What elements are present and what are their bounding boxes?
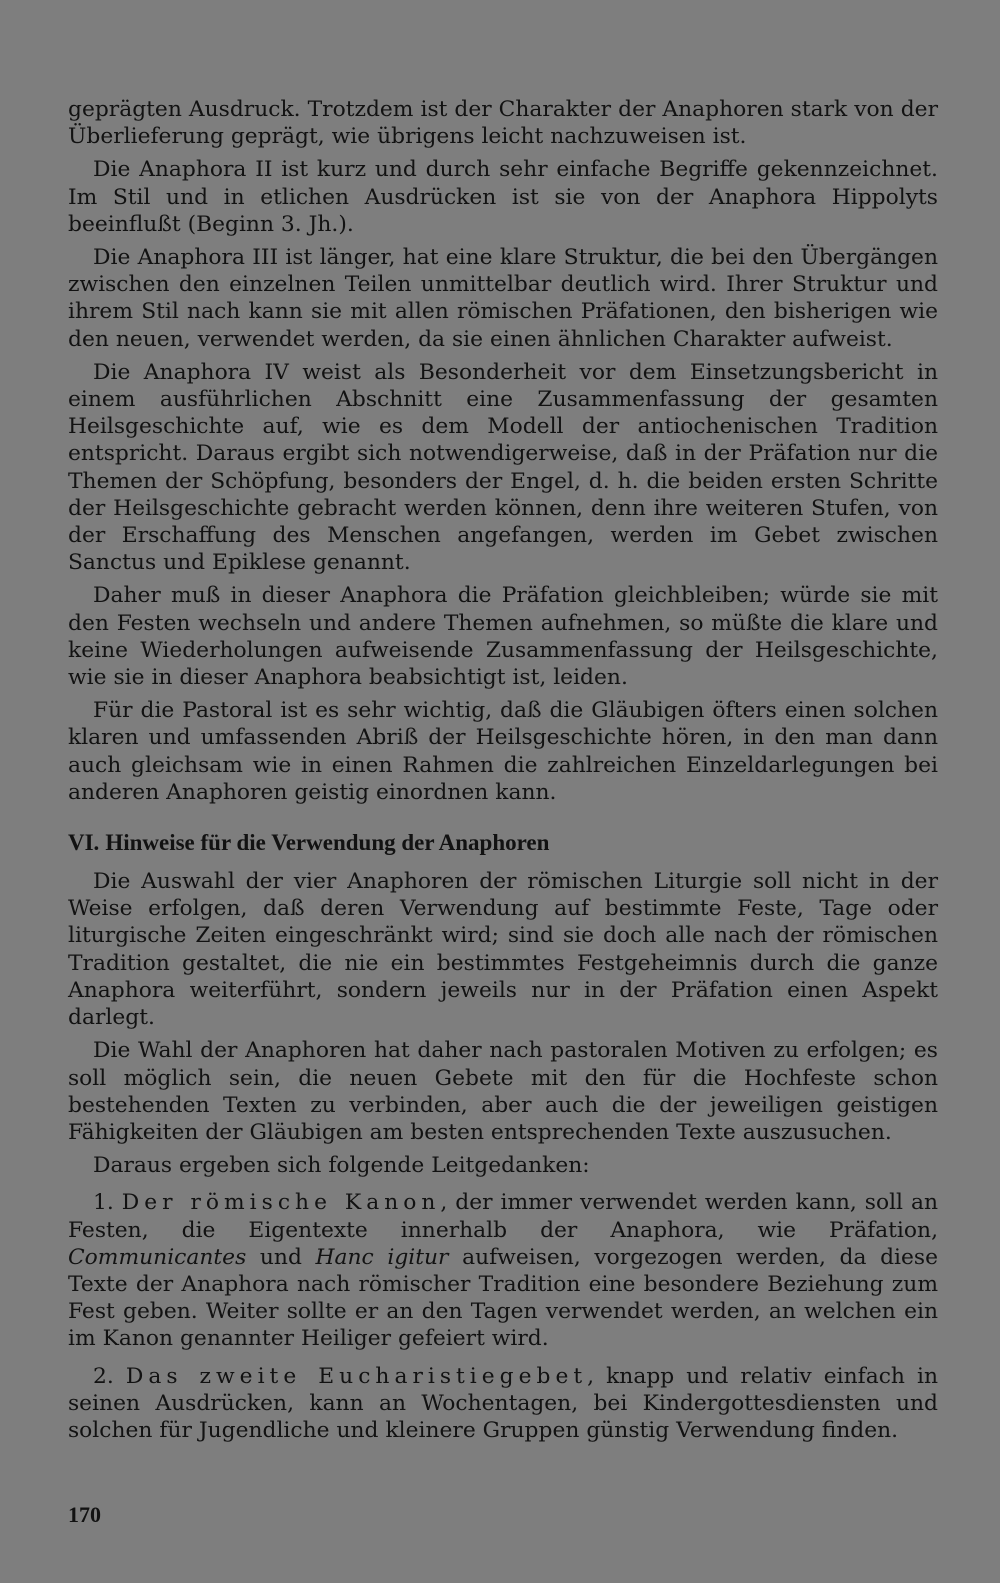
paragraph-anaphora-ii: Die Anaphora II ist kurz und durch sehr einfache Begriffe gekennzeichnet. Im Stil und in etlichen Ausdrücken ist sie von der Anaphora Hippolyts beeinflußt (Beginn 3. Jh.). [68, 157, 938, 237]
paragraph-praefation: Daher muß in dieser Anaphora die Präfation gleichbleiben; würde sie mit den Festen wechseln und andere Themen aufnehmen, so müßte die klare und keine Wiederholungen aufweisende Zusammenfassung der Heilsgeschichte, wie sie in dieser Anaphora beabsichtigt ist, leiden. [68, 583, 938, 691]
list-item-1-number: 1. [93, 1190, 114, 1216]
list-item-1-text-a: , der immer verwendet werden kann, soll an Festen, die Eigentexte innerhalb der Anaphora, wie Präfation, [68, 1190, 938, 1243]
list-item-1 [68, 1189, 938, 1352]
list-item-2-term: Das zweite Eucharistiegebet [125, 1363, 588, 1389]
list-item-1-text-b: und [246, 1244, 316, 1270]
list-item-2 [68, 1363, 938, 1445]
list-item-2-text: , knapp und relativ einfach in seinen Ausdrücken, kann an Wochentagen, bei Kindergottesdiensten und solchen für Jugendliche und kleinere Gruppen günstig Verwendung finden. [68, 1363, 938, 1443]
page-number: 170 [68, 1502, 101, 1527]
paragraph-anaphora-iii: Die Anaphora III ist länger, hat eine klare Struktur, die bei den Übergängen zwischen den einzelnen Teilen unmittelbar deutlich wird. Ihrer Struktur und ihrem Stil nach kann sie mit allen römischen Präfationen, den bisherigen wie den neuen, verwendet werden, da sie einen ähnlichen Charakter aufweist. [68, 245, 938, 352]
list-item-1-term: Der römische Kanon [121, 1190, 441, 1216]
paragraph-leitgedanken: Daraus ergeben sich folgende Leitgedanken: [93, 1153, 590, 1179]
paragraph-wahl: Die Wahl der Anaphoren hat daher nach pastoralen Motiven zu erfolgen; es soll möglich sein, die neuen Gebete mit den für die Hochfeste schon bestehenden Texten zu verbinden, aber auch die der jeweiligen geistigen Fähigkeiten der Gläubigen am besten entsprechenden Texte auszusuchen. [68, 1038, 938, 1145]
paragraph-auswahl: Die Auswahl der vier Anaphoren der römischen Liturgie soll nicht in der Weise erfolgen, daß deren Verwendung auf bestimmte Feste, Tage oder liturgische Zeiten eingeschränkt wird; sind sie doch alle nach der römischen Tradition gestaltet, die nie ein bestimmtes Festgeheimnis durch die ganze Anaphora weiterführt, sondern jeweils nur in der Präfation einen Aspekt darlegt. [68, 869, 938, 1031]
list-item-2-number: 2. [93, 1363, 114, 1389]
paragraph-anaphora-iv: Die Anaphora IV weist als Besonderheit vor dem Einsetzungsbericht in einem ausführlichen Abschnitt eine Zusammenfassung der gesamten Heilsgeschichte auf, wie es dem Modell der antiochenischen Tradition entspricht. Daraus ergibt sich notwendigerweise, daß in der Präfation nur die Themen der Schöpfung, besonders der Engel, d. h. die beiden ersten Schritte der Heilsgeschichte gebracht werden können, denn ihre weiteren Stufen, von der Erschaffung des Menschen angefangen, werden im Gebet zwischen Sanctus und Epiklese genannt. [68, 359, 938, 576]
section-heading [68, 828, 938, 858]
body-text [68, 96, 938, 1450]
paragraph-pastoral: Für die Pastoral ist es sehr wichtig, daß die Gläubigen öfters einen solchen klaren und umfassenden Abriß der Heilsgeschichte hören, in den man dann auch gleichsam wie in einen Rahmen die zahlreichen Einzeldarlegungen bei anderen Anaphoren geistig einordnen kann. [68, 698, 938, 805]
list-item-1-italic-communicantes: Communicantes [68, 1244, 247, 1270]
paragraph-continuation: geprägten Ausdruck. Trotzdem ist der Charakter der Anaphoren stark von der Überlieferung geprägt, wie übrigens leicht nachzuweisen ist. [68, 97, 938, 150]
list-item-1-text-c: aufweisen, vorgezogen werden, da diese Texte der Anaphora nach römischer Tradition eine besondere Beziehung zum Fest geben. Weiter sollte er an den Tagen verwendet werden, an welchen ein im Kanon genannter Heiliger gefeiert wird. [68, 1244, 939, 1352]
section-title: Hinweise für die Verwendung der Anaphoren [105, 830, 550, 856]
section-number: VI. [68, 830, 100, 856]
list-item-1-italic-hanc-igitur: Hanc igitur [315, 1244, 449, 1270]
